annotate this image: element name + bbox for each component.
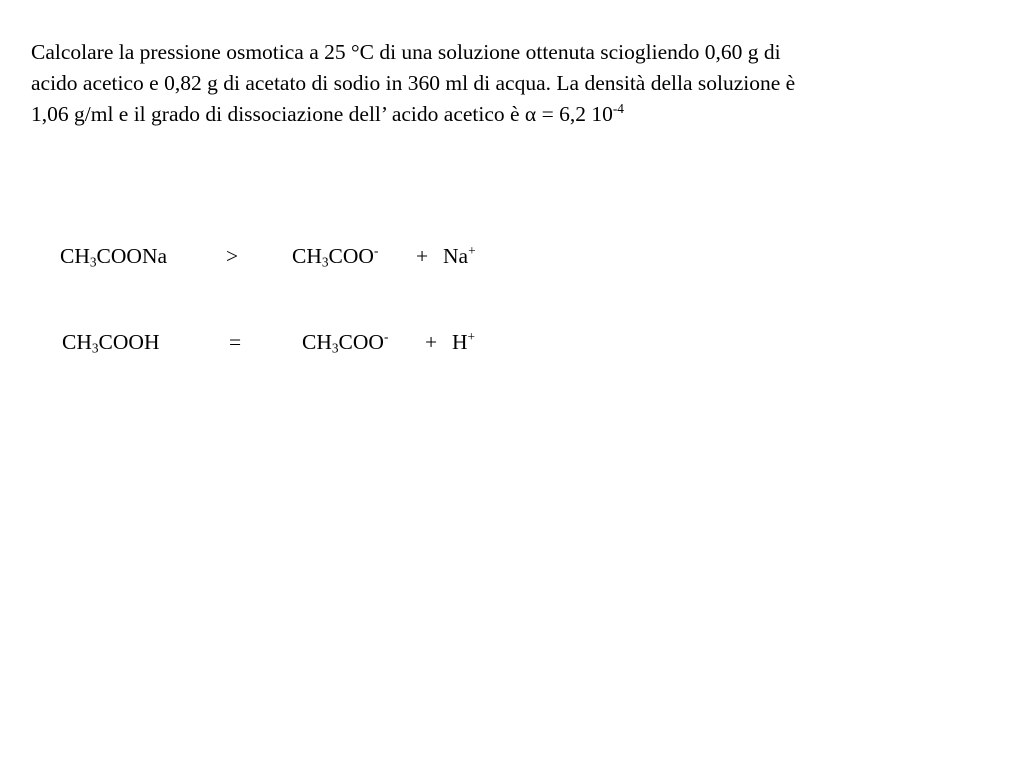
product-formula-hydrogen-ion [452,329,475,355]
formula-part: COO [328,244,374,268]
problem-line-1: Calcolare la pressione osmotica a 25 °C di una soluzione ottenuta sciogliendo 0,60 g di [31,40,781,64]
problem-statement [31,37,991,130]
problem-line-3 [31,99,991,130]
reactant-formula [62,329,159,355]
charge: + [468,242,476,258]
formula-part: CH [292,244,322,268]
charge: - [373,242,379,258]
subscript: 3 [331,340,339,356]
reaction-operator: > [226,244,239,268]
exponent: -4 [612,100,624,116]
formula-part: CH [302,330,332,354]
formula-part: CH [62,330,92,354]
dissociation-equation-sodium-acetate [0,243,1024,273]
formula-part: COO [338,330,384,354]
formula-part: COONa [96,244,168,268]
formula-part: CH [60,244,90,268]
formula-part: COOH [98,330,160,354]
subscript: 3 [89,254,97,270]
dissociation-equation-acetic-acid [0,329,1024,359]
charge: - [383,328,389,344]
problem-line-2: acido acetico e 0,82 g di acetato di sodio in 360 ml di acqua. La densità della soluzione è [31,71,796,95]
formula-part: Na [443,244,469,268]
product-formula-acetate [302,329,388,355]
reactant-formula [60,243,167,269]
subscript: 3 [321,254,329,270]
formula-part: H [452,330,468,354]
product-formula-acetate [292,243,378,269]
subscript: 3 [91,340,99,356]
plus-sign: + [425,330,438,354]
problem-line-3-text: 1,06 g/ml e il grado di dissociazione dell’ acido acetico è α = 6,2 10 [31,102,613,126]
reaction-operator: = [229,330,242,354]
plus-sign: + [416,244,429,268]
charge: + [467,328,476,344]
product-formula-sodium-ion [443,243,476,269]
